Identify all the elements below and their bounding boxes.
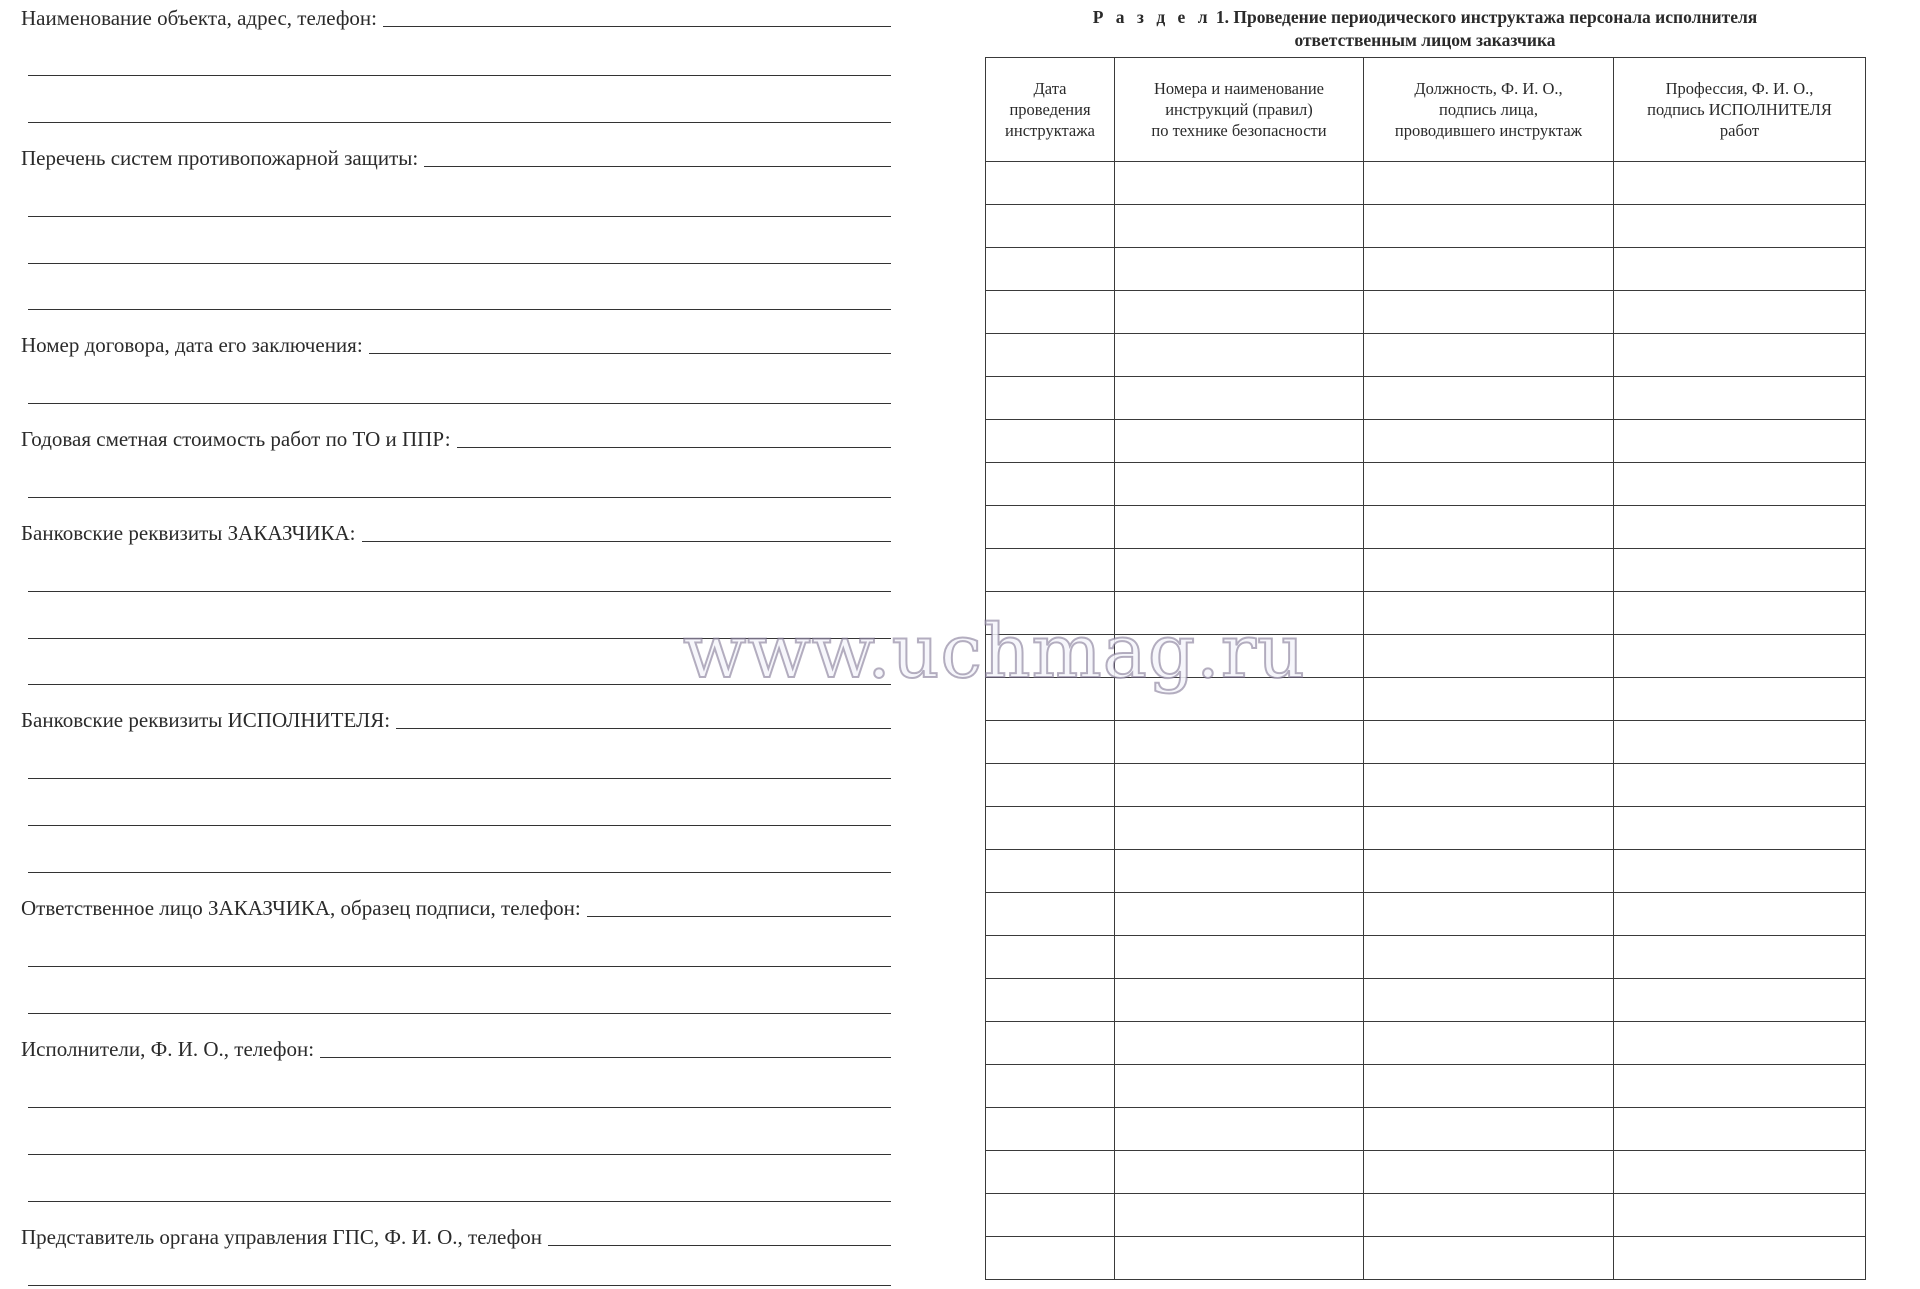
column-header-date: Дата проведения инструктажа [986, 58, 1115, 162]
table-cell[interactable] [1364, 936, 1614, 979]
table-cell[interactable] [1364, 162, 1614, 205]
table-cell[interactable] [1614, 635, 1866, 678]
table-cell[interactable] [1614, 248, 1866, 291]
table-row [986, 1237, 1866, 1280]
field-label: Номер договора, дата его заключения: [21, 333, 363, 357]
field-label: Перечень систем противопожарной защиты: [21, 146, 419, 170]
table-cell[interactable] [1115, 592, 1364, 635]
table-cell[interactable] [1364, 1065, 1614, 1108]
table-cell[interactable] [1364, 678, 1614, 721]
table-cell[interactable] [1614, 549, 1866, 592]
table-cell[interactable] [1614, 764, 1866, 807]
blank-line[interactable] [28, 309, 891, 310]
field-input-line[interactable] [362, 541, 891, 542]
table-cell[interactable] [986, 1022, 1115, 1065]
table-cell[interactable] [1614, 1151, 1866, 1194]
table-cell[interactable] [986, 549, 1115, 592]
table-row [986, 764, 1866, 807]
table-cell[interactable] [1115, 807, 1364, 850]
table-header-row [986, 58, 1866, 162]
table-cell[interactable] [1614, 850, 1866, 893]
table-cell[interactable] [1364, 463, 1614, 506]
table-cell[interactable] [1614, 334, 1866, 377]
table-cell[interactable] [1614, 807, 1866, 850]
field-input-line[interactable] [383, 26, 891, 27]
field-contractors [21, 1037, 891, 1061]
table-row [986, 635, 1866, 678]
blank-line[interactable] [28, 1107, 891, 1108]
table-cell[interactable] [1364, 850, 1614, 893]
table-cell[interactable] [1614, 1022, 1866, 1065]
table-cell[interactable] [1364, 334, 1614, 377]
table-cell[interactable] [986, 1237, 1115, 1280]
table-row [986, 893, 1866, 936]
blank-line[interactable] [28, 1154, 891, 1155]
table-cell[interactable] [1364, 377, 1614, 420]
field-label: Представитель органа управления ГПС, Ф. И. О., телефон [21, 1225, 542, 1249]
table-cell[interactable] [1614, 377, 1866, 420]
briefing-log-table [985, 57, 1866, 1280]
table-cell[interactable] [1115, 979, 1364, 1022]
table-cell[interactable] [1364, 506, 1614, 549]
table-cell[interactable] [1614, 1237, 1866, 1280]
column-header-instructions: Номера и наименование инструкций (правил) по технике безопасности [1115, 58, 1364, 162]
table-cell[interactable] [1115, 291, 1364, 334]
table-cell[interactable] [986, 807, 1115, 850]
table-cell[interactable] [1364, 1151, 1614, 1194]
right-page [985, 0, 1865, 1289]
table-cell[interactable] [1115, 1065, 1364, 1108]
table-cell[interactable] [1115, 463, 1364, 506]
table-cell[interactable] [1614, 463, 1866, 506]
table-cell[interactable] [1364, 592, 1614, 635]
section-title-line-1 [985, 6, 1865, 29]
table-cell[interactable] [1364, 1194, 1614, 1237]
field-input-line[interactable] [396, 728, 891, 729]
blank-line[interactable] [28, 684, 891, 685]
table-row [986, 420, 1866, 463]
table-cell[interactable] [1364, 549, 1614, 592]
table-cell[interactable] [1364, 893, 1614, 936]
table-cell[interactable] [1364, 291, 1614, 334]
table-cell[interactable] [1115, 1022, 1364, 1065]
column-header-contractor: Профессия, Ф. И. О., подпись ИСПОЛНИТЕЛЯ работ [1614, 58, 1866, 162]
table-cell[interactable] [1115, 936, 1364, 979]
field-label: Исполнители, Ф. И. О., телефон: [21, 1037, 315, 1061]
table-cell[interactable] [1614, 1194, 1866, 1237]
table-cell[interactable] [1364, 248, 1614, 291]
table-row [986, 463, 1866, 506]
table-row [986, 592, 1866, 635]
table-cell[interactable] [986, 291, 1115, 334]
table-cell[interactable] [986, 635, 1115, 678]
table-cell[interactable] [1364, 420, 1614, 463]
table-cell[interactable] [1115, 635, 1364, 678]
field-label: Банковские реквизиты ЗАКАЗЧИКА: [21, 521, 356, 545]
table-cell[interactable] [986, 592, 1115, 635]
table-cell[interactable] [986, 162, 1115, 205]
blank-line[interactable] [28, 497, 891, 498]
table-row [986, 506, 1866, 549]
blank-line[interactable] [28, 872, 891, 873]
table-cell[interactable] [1614, 979, 1866, 1022]
blank-line[interactable] [28, 591, 891, 592]
table-cell[interactable] [986, 248, 1115, 291]
blank-line[interactable] [28, 1201, 891, 1202]
field-contract-number [21, 333, 891, 357]
table-cell[interactable] [1614, 1065, 1866, 1108]
table-cell[interactable] [986, 205, 1115, 248]
table-cell[interactable] [1364, 1022, 1614, 1065]
table-cell[interactable] [1364, 764, 1614, 807]
table-row [986, 850, 1866, 893]
table-cell[interactable] [1115, 334, 1364, 377]
field-input-line[interactable] [457, 447, 891, 448]
table-cell[interactable] [1364, 635, 1614, 678]
table-cell[interactable] [1364, 1237, 1614, 1280]
table-cell[interactable] [1614, 205, 1866, 248]
table-cell[interactable] [986, 334, 1115, 377]
table-cell[interactable] [1614, 893, 1866, 936]
table-cell[interactable] [1364, 1108, 1614, 1151]
watermark-text: www.uchmag.ru [683, 609, 1306, 695]
field-input-line[interactable] [424, 166, 891, 167]
blank-line[interactable] [28, 638, 891, 639]
table-cell[interactable] [1364, 205, 1614, 248]
table-row [986, 162, 1866, 205]
table-cell[interactable] [1614, 291, 1866, 334]
blank-line[interactable] [28, 263, 891, 264]
table-row [986, 334, 1866, 377]
table-cell[interactable] [986, 1108, 1115, 1151]
table-cell[interactable] [1115, 549, 1364, 592]
field-object-name [21, 6, 891, 30]
section-prefix: Р а з д е л [1092, 7, 1212, 27]
table-cell[interactable] [1115, 1237, 1364, 1280]
table-cell[interactable] [1364, 807, 1614, 850]
field-customer-responsible-person [21, 896, 891, 920]
field-label: Банковские реквизиты ИСПОЛНИТЕЛЯ: [21, 708, 391, 732]
field-input-line[interactable] [548, 1245, 891, 1246]
table-cell[interactable] [1614, 936, 1866, 979]
table-cell[interactable] [986, 893, 1115, 936]
section-title-line-2: ответственным лицом заказчика [1294, 30, 1556, 50]
left-page [21, 0, 891, 1289]
blank-line[interactable] [28, 75, 891, 76]
table-cell[interactable] [986, 764, 1115, 807]
table-row [986, 248, 1866, 291]
table-cell[interactable] [986, 678, 1115, 721]
table-cell[interactable] [1115, 850, 1364, 893]
field-label: Наименование объекта, адрес, телефон: [21, 6, 378, 30]
table-row [986, 936, 1866, 979]
table-cell[interactable] [1115, 1194, 1364, 1237]
table-row [986, 1194, 1866, 1237]
blank-line[interactable] [28, 122, 891, 123]
table-cell[interactable] [1364, 979, 1614, 1022]
table-cell[interactable] [1115, 1108, 1364, 1151]
table-row [986, 721, 1866, 764]
blank-line[interactable] [28, 216, 891, 217]
table-cell[interactable] [1115, 721, 1364, 764]
table-cell[interactable] [986, 1151, 1115, 1194]
blank-line[interactable] [28, 778, 891, 779]
field-customer-bank-details [21, 521, 891, 545]
table-cell[interactable] [1115, 678, 1364, 721]
table-row [986, 1022, 1866, 1065]
table-row [986, 807, 1866, 850]
table-cell[interactable] [1115, 205, 1364, 248]
column-header-instructor: Должность, Ф. И. О., подпись лица, проводившего инструктаж [1364, 58, 1614, 162]
table-cell[interactable] [1115, 420, 1364, 463]
table-row [986, 979, 1866, 1022]
table-cell[interactable] [1115, 506, 1364, 549]
table-cell[interactable] [1115, 248, 1364, 291]
table-cell[interactable] [1614, 1108, 1866, 1151]
table-cell[interactable] [1115, 162, 1364, 205]
table-cell[interactable] [986, 1065, 1115, 1108]
table-cell[interactable] [986, 936, 1115, 979]
field-label: Ответственное лицо ЗАКАЗЧИКА, образец подписи, телефон: [21, 896, 581, 920]
field-input-line[interactable] [320, 1057, 891, 1058]
blank-line[interactable] [28, 403, 891, 404]
blank-line[interactable] [28, 1285, 891, 1286]
field-input-line[interactable] [587, 916, 891, 917]
table-row [986, 1151, 1866, 1194]
table-cell[interactable] [986, 979, 1115, 1022]
blank-line[interactable] [28, 1013, 891, 1014]
table-cell[interactable] [986, 721, 1115, 764]
field-contractor-bank-details [21, 708, 891, 732]
table-row [986, 549, 1866, 592]
table-row [986, 291, 1866, 334]
field-gps-representative [21, 1225, 891, 1249]
table-row [986, 678, 1866, 721]
table-cell[interactable] [986, 850, 1115, 893]
field-fire-protection-systems [21, 146, 891, 170]
field-annual-cost [21, 427, 891, 451]
table-cell[interactable] [1614, 721, 1866, 764]
table-cell[interactable] [1614, 678, 1866, 721]
table-row [986, 1108, 1866, 1151]
table-cell[interactable] [1614, 506, 1866, 549]
section-title [985, 6, 1865, 52]
table-cell[interactable] [986, 506, 1115, 549]
table-cell[interactable] [986, 377, 1115, 420]
table-cell[interactable] [986, 1194, 1115, 1237]
table-cell[interactable] [1364, 721, 1614, 764]
table-cell[interactable] [1115, 377, 1364, 420]
table-cell[interactable] [1614, 592, 1866, 635]
field-label: Годовая сметная стоимость работ по ТО и ППР: [21, 427, 451, 451]
blank-line[interactable] [28, 825, 891, 826]
table-cell[interactable] [986, 463, 1115, 506]
table-cell[interactable] [1115, 764, 1364, 807]
table-row [986, 205, 1866, 248]
table-body [986, 162, 1866, 1280]
section-heading: 1. Проведение периодического инструктажа персонала исполнителя [1211, 7, 1758, 27]
table-cell[interactable] [1614, 420, 1866, 463]
table-row [986, 1065, 1866, 1108]
blank-line[interactable] [28, 966, 891, 967]
table-row [986, 377, 1866, 420]
field-input-line[interactable] [369, 353, 891, 354]
table-cell[interactable] [1115, 1151, 1364, 1194]
table-cell[interactable] [1115, 893, 1364, 936]
table-cell[interactable] [986, 420, 1115, 463]
table-cell[interactable] [1614, 162, 1866, 205]
